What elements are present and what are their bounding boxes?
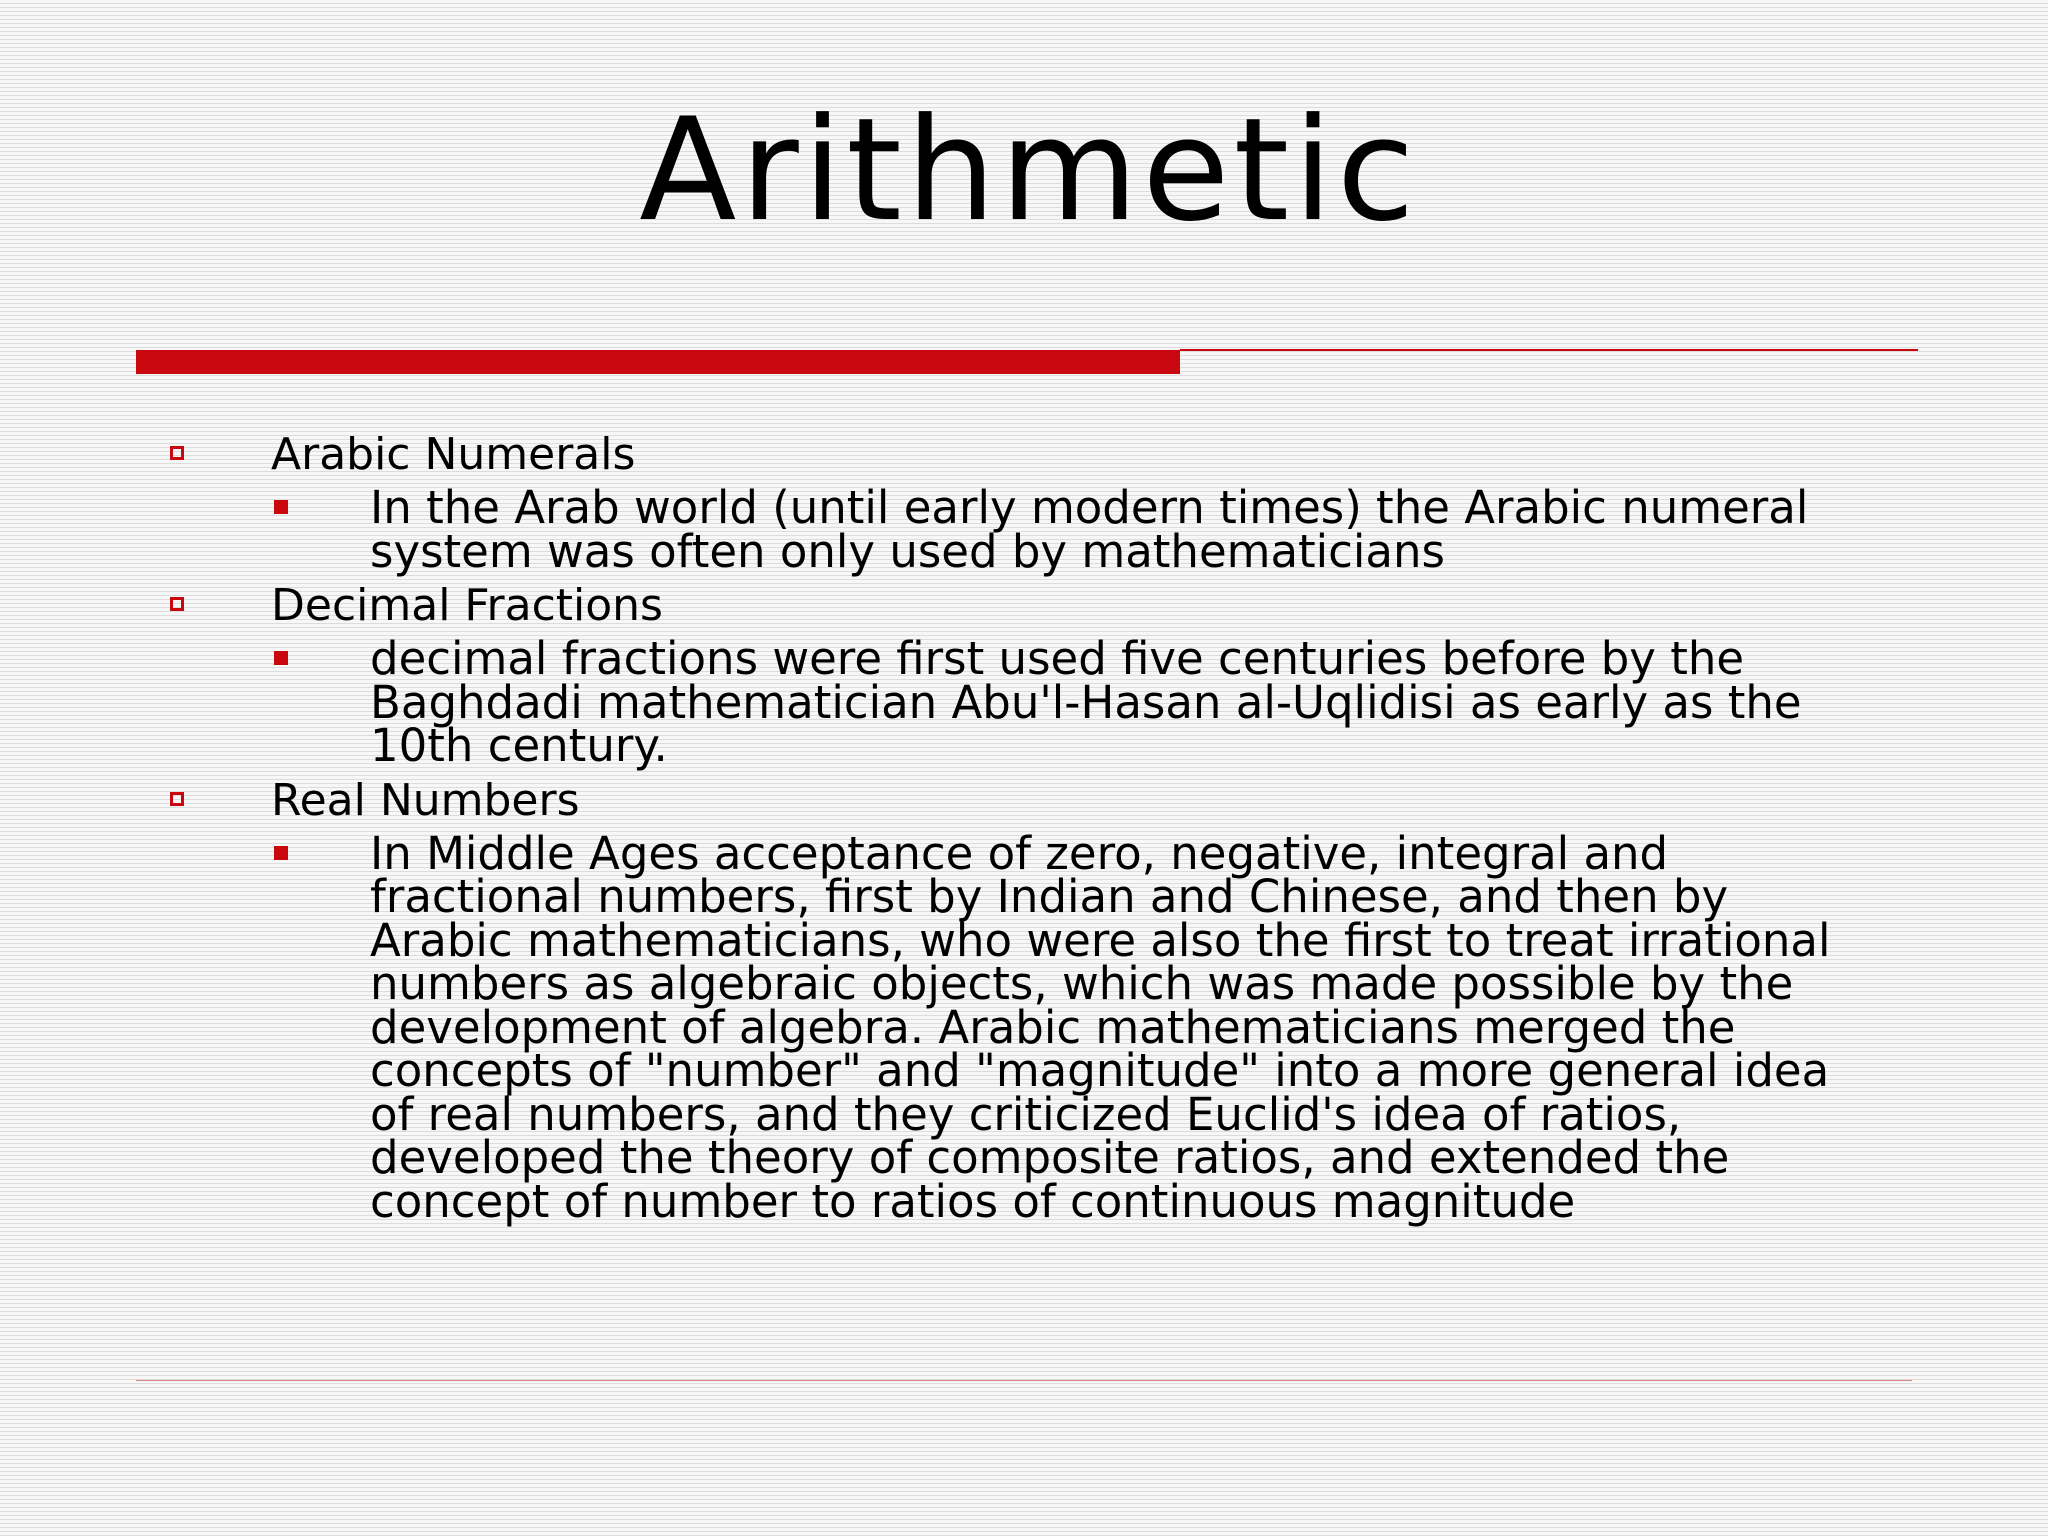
subbullet-text: decimal fractions were first used five centuries before by the Baghdadi mathematician Abu'l-Hasan al-Uqlidisi as early as the 10th century. [370, 632, 1802, 772]
bullet-real-numbers [0, 776, 2048, 828]
title-underline-thick [136, 350, 1180, 374]
hollow-square-bullet-icon [170, 597, 184, 611]
subbullet-text: In the Arab world (until early modern times) the Arabic numeral system was often only used by mathematicians [370, 481, 1809, 578]
slide-content [0, 430, 2048, 1231]
bullet-label: Decimal Fractions [271, 580, 663, 631]
subbullet-text: In Middle Ages acceptance of zero, negative, integral and fractional numbers, first by Indian and Chinese, and then by Arabic mathematicians, who were also the first to treat irrational numbers as algebraic objects, which was made possible by the development of algebra. Arabic mathematicians merged the concepts of "number" and "magnitude" into a more general idea of real numbers, and they criticized Euclid's idea of ratios, developed the theory of composite ratios, and extended the concept of number to ratios of continuous magnitude [370, 826, 1831, 1228]
hollow-square-bullet-icon [170, 792, 184, 806]
slide-title: Arithmetic [639, 88, 1419, 253]
hollow-square-bullet-icon [170, 446, 184, 460]
subbullet-arabic-numerals [0, 481, 2048, 578]
footer-divider [136, 1380, 1912, 1381]
title-underline-thin [1180, 349, 1918, 351]
filled-square-bullet-icon [274, 500, 288, 514]
filled-square-bullet-icon [274, 651, 288, 665]
bullet-arabic-numerals [0, 430, 2048, 482]
bullet-label: Arabic Numerals [271, 429, 636, 480]
bullet-label: Real Numbers [271, 774, 580, 826]
subbullet-real-numbers [0, 826, 2048, 1228]
bullet-decimal-fractions [0, 581, 2048, 633]
filled-square-bullet-icon [274, 846, 288, 860]
subbullet-decimal-fractions [0, 632, 2048, 772]
